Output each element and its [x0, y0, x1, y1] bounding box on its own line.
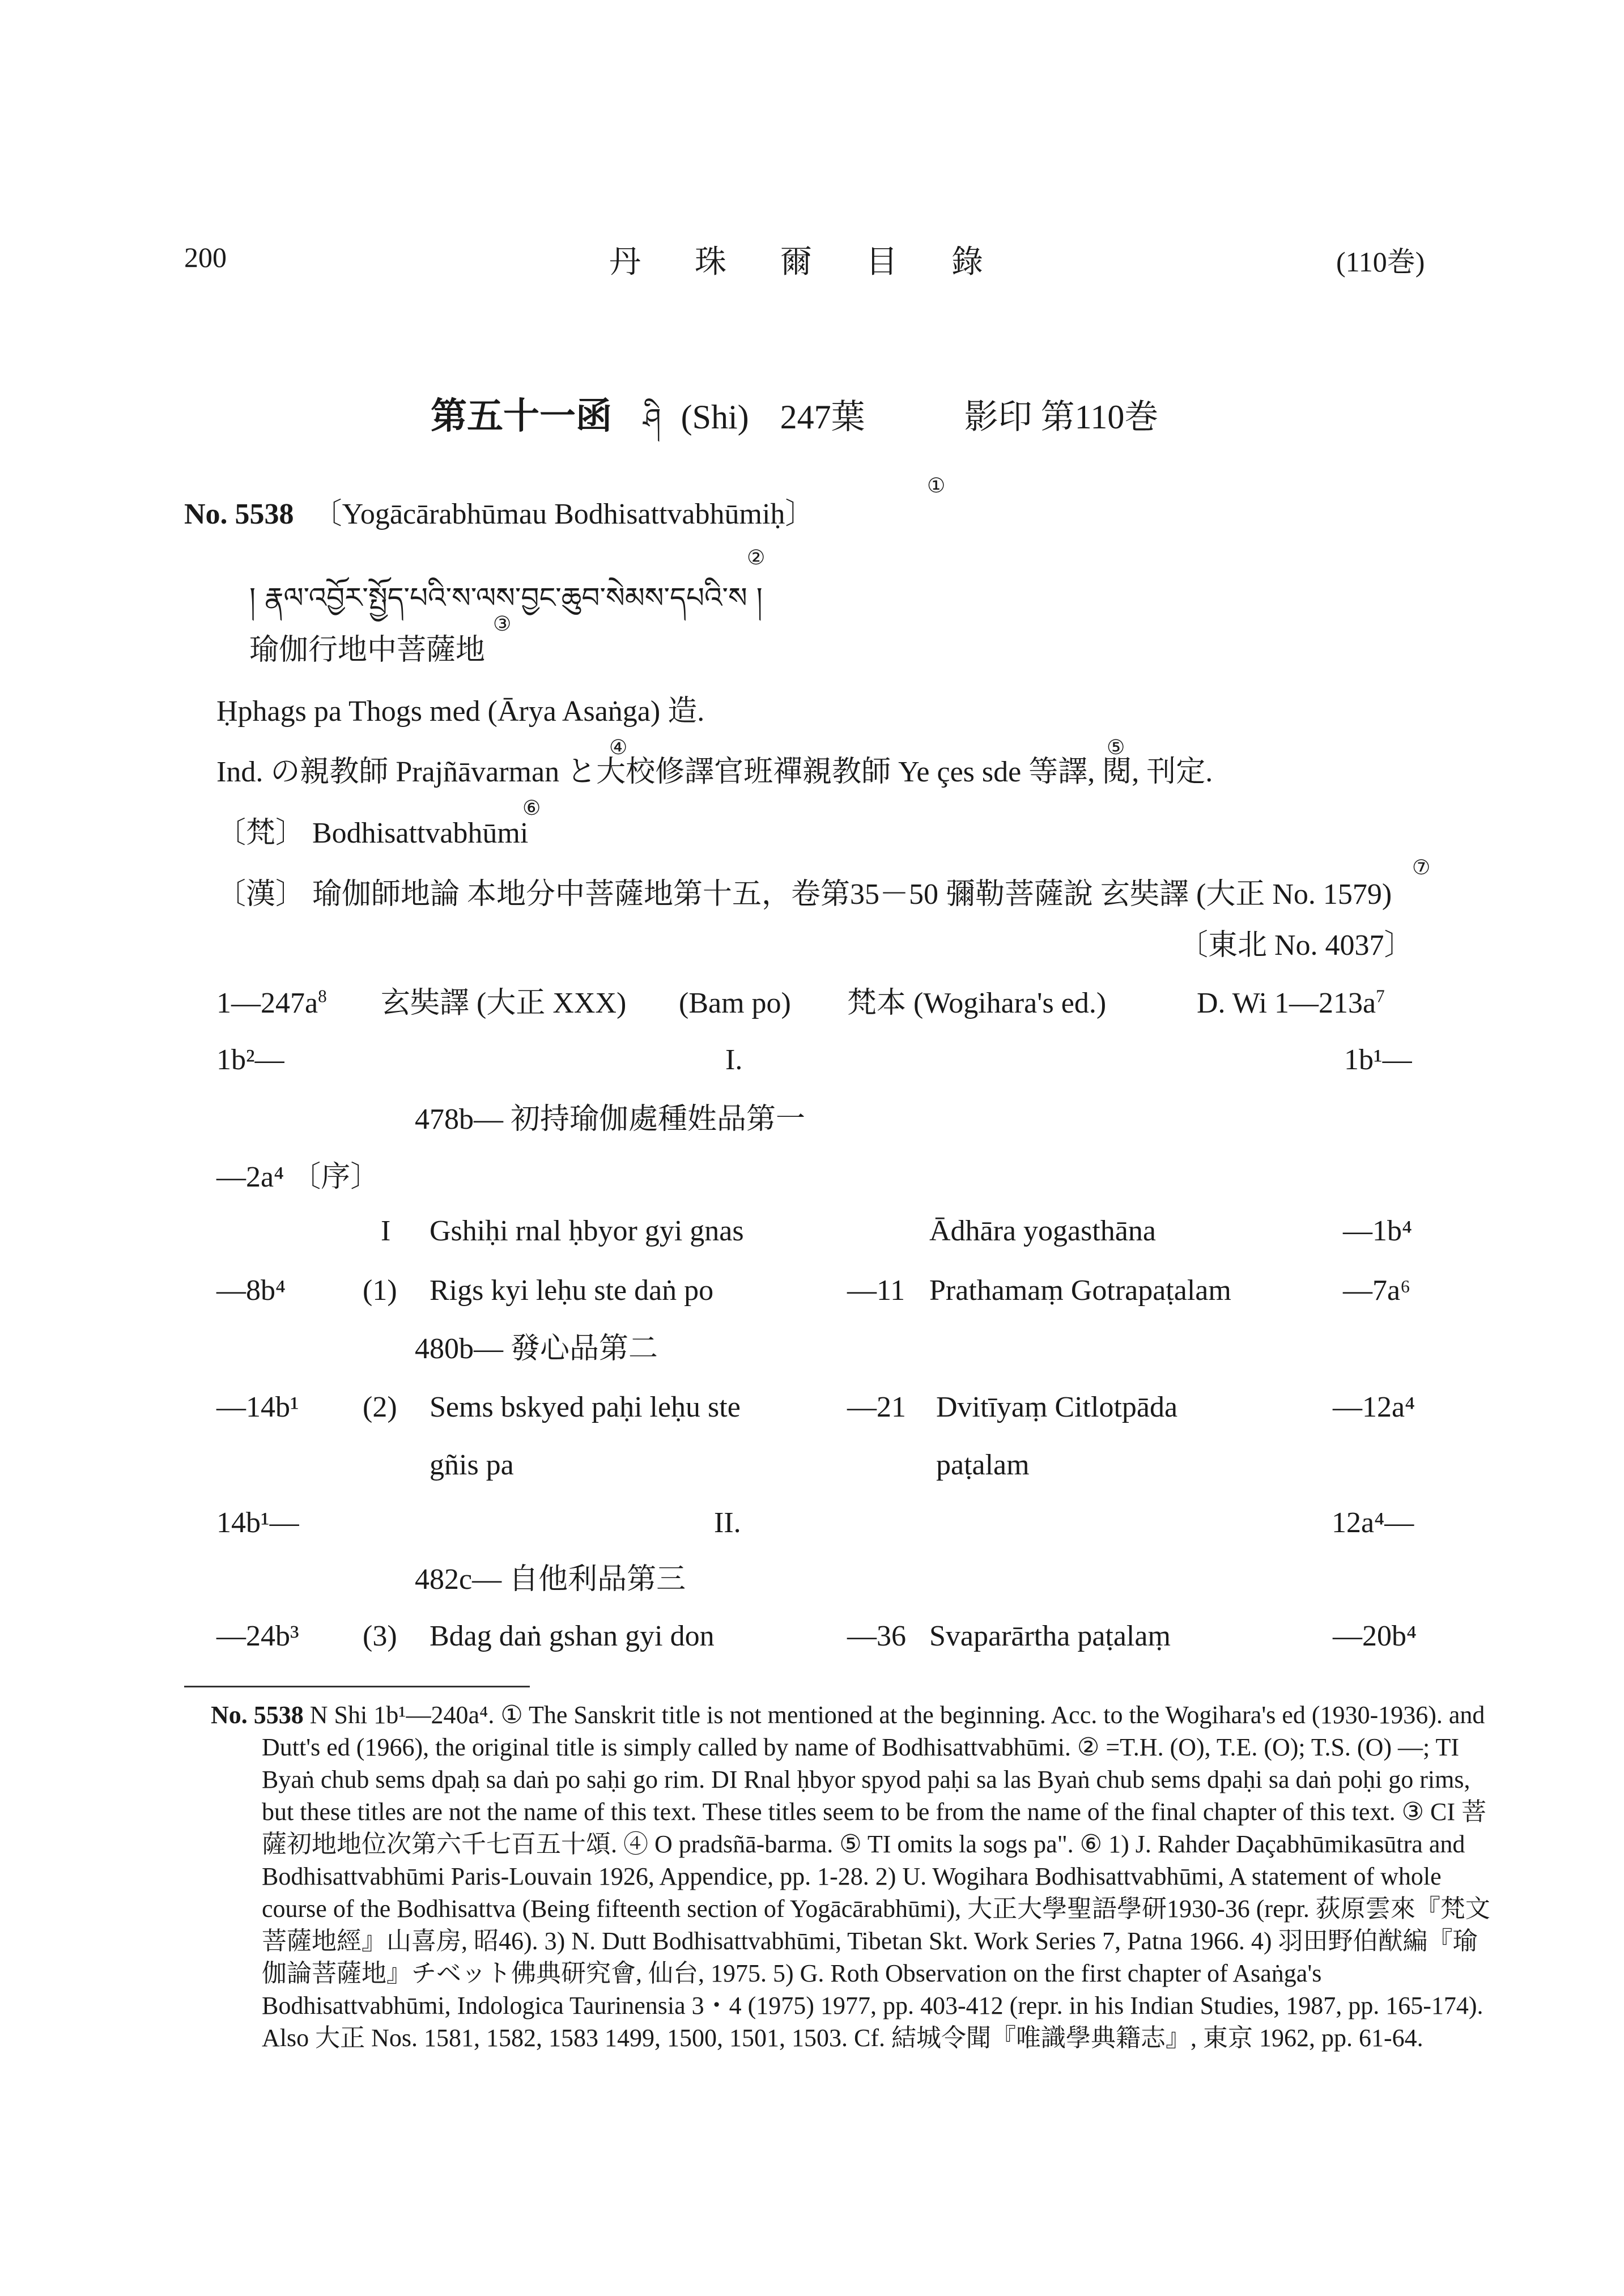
table-row-6: 480b— 發心品第二 [415, 1333, 658, 1365]
table-row-9-left: 14b¹— [216, 1507, 299, 1539]
sanskrit-line: 〔梵〕 Bodhisattvabhūmi [216, 817, 529, 849]
table-row-7-left: —14b¹ [216, 1391, 299, 1423]
note-marker-6: ⑥ [522, 797, 541, 819]
table-row-4-tibetan: Gshiḥi rnal ḥbyor gyi gnas [430, 1215, 744, 1247]
table-row-2: 478b— 初持瑜伽處種姓品第一 [415, 1103, 806, 1136]
footnote-lead: No. 5538 [211, 1701, 304, 1729]
reprint-volume: 影印 第110巻 [964, 398, 1159, 436]
table-row-1-left: 1b²— [216, 1044, 284, 1076]
case-latin: (Shi) [681, 398, 749, 436]
chinese-title: 瑜伽行地中菩薩地 [249, 634, 486, 666]
note-marker-5: ⑤ [1107, 736, 1125, 759]
table-row-3: —2a⁴ 〔序〕 [216, 1161, 380, 1193]
table-row-11-tibetan: Bdag daṅ gshan gyi don [430, 1620, 715, 1652]
table-row-7-right: —12a⁴ [1333, 1391, 1415, 1423]
tohoku-number: 〔東北 No. 4037〕 [1179, 929, 1414, 962]
page-number: 200 [184, 241, 227, 273]
folio-count: 247葉 [780, 398, 865, 436]
table-row-7-num: (2) [363, 1391, 397, 1423]
running-title: 丹珠爾目錄 [609, 245, 1037, 280]
table-row-5-right: —7a⁶ [1343, 1274, 1411, 1307]
footnote [211, 1699, 1497, 2054]
col-bampo: (Bam po) [679, 987, 791, 1019]
table-row-11-right: —20b⁴ [1333, 1620, 1417, 1652]
table-row-5-sanskrit: Prathamaṃ Gotrapaṭalam [929, 1274, 1231, 1307]
note-marker-4: ④ [609, 736, 628, 759]
table-row-9-mid: II. [714, 1507, 741, 1539]
table-row-11-num: (3) [363, 1620, 397, 1652]
table-row-7-tibetan: Sems bskyed paḥi leḥu ste [430, 1391, 741, 1423]
table-row-5-tibetan: Rigs kyi leḥu ste daṅ po [430, 1274, 714, 1307]
col-derge: D. Wi $1—213a^7$ [1197, 986, 1385, 1019]
table-row-4-right: —1b⁴ [1343, 1215, 1413, 1247]
col-wogihara: 梵本 (Wogihara's ed.) [847, 987, 1107, 1019]
translators-line: Ind. の親教師 Prajñāvarman と大校修譯官班禪親教師 Ye çes sde 等譯, 閱, 刊定. [216, 756, 1213, 788]
chinese-line: 〔漢〕 瑜伽師地論 本地分中菩薩地第十五，卷第35－50 彌勒菩薩說 玄奘譯 (大正 No. 1579) [216, 878, 1392, 911]
note-marker-2: ② [747, 546, 766, 569]
col-peking-folio: $1—247a^8$ [216, 986, 327, 1019]
case-number: 第五十一函 [431, 396, 612, 436]
table-row-5-left: —8b⁴ [216, 1274, 286, 1307]
table-row-5-chinese: —11 [847, 1274, 905, 1307]
entry-title [184, 500, 814, 529]
table-row-4-num: I [381, 1215, 391, 1247]
table-row-1-right: 1b¹— [1344, 1044, 1412, 1076]
table-row-11-left: —24b³ [216, 1620, 299, 1652]
table-row-9-right: 12a⁴— [1332, 1507, 1414, 1539]
note-marker-3: ③ [493, 613, 512, 635]
tibetan-title: ། རྣལ་འབྱོར་སྤྱོད་པའི་ས་ལས་བྱང་ཆུབ་སེམས་དཔའི་ས ། [249, 581, 763, 614]
volume-label: (110巻) [1336, 246, 1425, 278]
table-row-11-chinese: —36 [847, 1620, 906, 1652]
table-row-7-chinese: —21 [847, 1391, 906, 1423]
note-marker-1: ① [927, 474, 946, 497]
footnote-text: N Shi 1b¹—240a⁴. ① The Sanskrit title is not mentioned at the beginning. Acc. to the Wogihara's ed (1930-1936). and Dutt's ed (1966), the original title is simply called by name of Bodhisattvabhūmi. ② =T.H. (O), T.E. (O); T.S. (O) —; TI Byaṅ chub sems dpaḥ sa daṅ po saḥi go rim. DI Rnal ḥbyor spyod paḥi sa las Byaṅ chub sems dpaḥi sa daṅ poḥi go rims, but these titles are not the name of this text. These titles seem to be from the name of the final chapter of this text. ③ CI 菩薩初地地位次第六千七百五十頌. ④ O pradsñā-barma. ⑤ TI omits la sogs pa". ⑥ 1) J. Rahder Daçabhūmikasūtra and Bodhisattvabhūmi Paris-Louvain 1926, Appendice, pp. 1-28. 2) U. Wogihara Bodhisattvabhūmi, A statement of whole course of the Bodhisattva (Being fifteenth section of Yogācārabhūmi), 大正大學聖語學研1930-36 (repr. 荻原雲來『梵文菩薩地經』山喜房, 昭46). 3) N. Dutt Bodhisattvabhūmi, Tibetan Skt. Work Series 7, Patna 1966. 4) 羽田野伯猷編『瑜伽論菩薩地』チベット佛典研究會, 仙台, 1975. 5) G. Roth Observation on the first chapter of Asaṅga's Bodhisattvabhūmi, Indologica Taurinensia 3・4 (1975) 1977, pp. 403-412 (repr. in his Indian Studies, 1987, pp. 165-174). Also 大正 Nos. 1581, 1582, 1583 1499, 1500, 1501, 1503. Cf. 結城令聞『唯識學典籍志』, 東京 1962, pp. 61-64. [262, 1701, 1490, 2052]
entry-number: No. 5538 [184, 498, 294, 530]
sanskrit-title: 〔Yogācārabhūmau Bodhisattvabhūmiḥ〕 [312, 498, 815, 530]
table-row-5-num: (1) [363, 1274, 397, 1307]
table-row-8-sanskrit: paṭalam [936, 1449, 1030, 1481]
table-row-7-sanskrit: Dvitīyaṃ Citlotpāda [936, 1391, 1178, 1423]
author-line: Ḥphags pa Thogs med (Ārya Asaṅga) 造. [216, 695, 705, 728]
col-taisho: 玄奘譯 (大正 XXX) [381, 987, 627, 1019]
table-row-4-sanskrit: Ādhāra yogasthāna [929, 1215, 1156, 1247]
footnote-rule [184, 1686, 530, 1687]
table-row-8-tibetan: gñis pa [430, 1449, 514, 1481]
tibetan-letter: ཤི [643, 402, 661, 435]
volume-heading [431, 387, 1158, 467]
note-marker-7: ⑦ [1412, 856, 1431, 879]
table-row-1-mid: I. [725, 1044, 743, 1076]
table-row-11-sanskrit: Svaparārtha paṭalaṃ [929, 1620, 1171, 1652]
table-row-10: 482c— 自他利品第三 [415, 1563, 686, 1596]
